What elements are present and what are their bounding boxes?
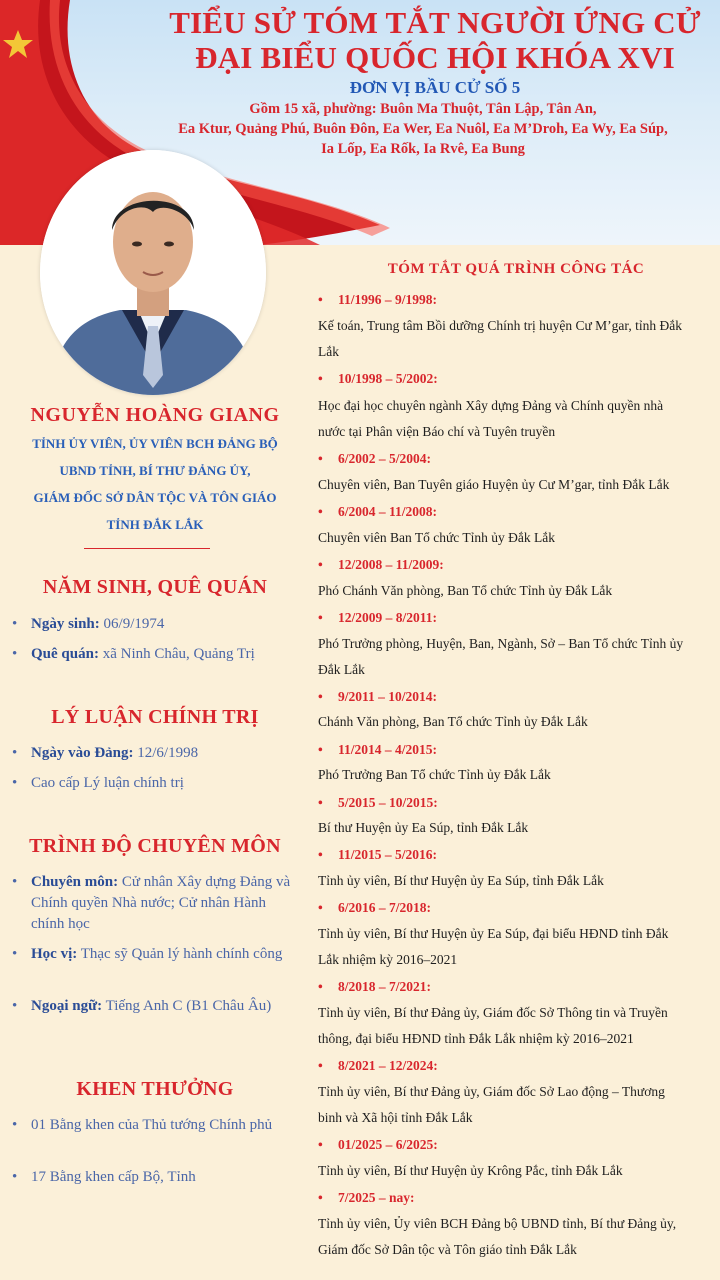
political-level-item [12, 773, 292, 794]
bullet-icon: • [318, 795, 323, 810]
career-job-12: Tỉnh ủy viên, Bí thư Đảng ủy, Giám đốc Sở Thông tin và Truyền thông, đại biểu HĐND tỉnh Đắk Lắk nhiệm kỳ 2016–2021 [318, 1005, 668, 1046]
bullet-icon: • [12, 874, 18, 890]
career-job-2: Học đại học chuyên ngành Xây dựng Đảng và Chính quyền nhà nước tại Phân viện Báo chí và Tuyên truyền [318, 398, 664, 439]
bullet-icon: • [12, 946, 18, 962]
candidate-portrait [40, 150, 266, 395]
unit-description [128, 99, 718, 159]
career-period-4: • 6/2004 – 11/2008: [318, 504, 438, 519]
bullet-icon: • [318, 1058, 323, 1073]
career-period-11: • 6/2016 – 7/2018: [318, 900, 431, 915]
career-job-11: Tỉnh ủy viên, Bí thư Huyện ủy Ea Súp, đại biểu HĐND tỉnh Đắk Lắk nhiệm kỳ 2016–2021 [318, 926, 669, 967]
dob-item [12, 614, 292, 635]
award-item-1 [12, 1115, 292, 1136]
degree-value: Thạc sỹ Quản lý hành chính công [77, 946, 283, 962]
bullet-icon: • [318, 292, 323, 307]
bullet-icon: • [12, 1169, 18, 1185]
bullet-icon: • [318, 742, 323, 757]
major-value: Cử nhân Xây dựng Đảng và Chính quyền Nhà nước; Cử nhân Hành chính học [31, 874, 291, 932]
career-period-14: • 01/2025 – 6/2025: [318, 1137, 438, 1152]
birth-section-title: NĂM SINH, QUÊ QUÁN [42, 576, 268, 598]
bullet-icon: • [318, 689, 323, 704]
bullet-icon: • [318, 557, 323, 572]
language-item [12, 996, 292, 1017]
career-period-15: • 7/2025 – nay: [318, 1190, 415, 1205]
career-period-13: • 8/2021 – 12/2024: [318, 1058, 438, 1073]
bullet-icon: • [12, 646, 18, 662]
degree-item [12, 944, 292, 965]
award-item-2 [12, 1167, 292, 1188]
bullet-icon: • [318, 610, 323, 625]
party-date-item [12, 743, 292, 764]
career-period-3: • 6/2002 – 5/2004: [318, 451, 431, 466]
bullet-icon: • [12, 745, 18, 761]
language-value: Tiếng Anh C (B1 Châu Âu) [102, 998, 272, 1014]
career-period-2: • 10/1998 – 5/2002: [318, 371, 438, 386]
bullet-icon: • [318, 451, 323, 466]
desc-line-3: Ia Lốp, Ea Rốk, Ia Rvê, Ea Bung [321, 141, 525, 157]
politics-section-title: LÝ LUẬN CHÍNH TRỊ [51, 706, 259, 728]
career-job-6: Phó Trưởng phòng, Huyện, Ban, Ngành, Sở – Ban Tổ chức Tỉnh ủy Đắk Lắk [318, 636, 684, 677]
career-period-6: • 12/2009 – 8/2011: [318, 610, 438, 625]
political-level-text: Cao cấp Lý luận chính trị [31, 775, 184, 791]
role-line-4: TỈNH ĐẮK LẮK [106, 517, 204, 532]
major-label: Chuyên môn: [31, 874, 119, 890]
award-text-2: 17 Bằng khen cấp Bộ, Tỉnh [31, 1169, 196, 1185]
dob-value: 06/9/1974 [99, 616, 165, 632]
language-label: Ngoại ngữ: [31, 998, 103, 1014]
career-period-8: • 11/2014 – 4/2015: [318, 742, 438, 757]
awards-section-title: KHEN THƯỞNG [76, 1078, 234, 1100]
bullet-icon: • [318, 847, 323, 862]
degree-label: Học vị: [31, 946, 78, 962]
candidate-role [0, 430, 310, 538]
career-job-3: Chuyên viên, Ban Tuyên giáo Huyện ủy Cư M’gar, tỉnh Đắk Lắk [318, 477, 670, 492]
career-period-1: • 11/1996 – 9/1998: [318, 292, 438, 307]
bullet-icon: • [318, 371, 323, 386]
desc-line-2: Ea Ktur, Quảng Phú, Buôn Đôn, Ea Wer, Ea Nuôl, Ea M’Droh, Ea Wy, Ea Súp, [178, 121, 668, 137]
bullet-icon: • [318, 1137, 323, 1152]
role-line-2: UBND TỈNH, BÍ THƯ ĐẢNG ỦY, [59, 463, 251, 478]
role-line-1: TỈNH ỦY VIÊN, ỦY VIÊN BCH ĐẢNG BỘ [32, 436, 278, 451]
career-period-9: • 5/2015 – 10/2015: [318, 795, 438, 810]
education-section-title: TRÌNH ĐỘ CHUYÊN MÔN [29, 835, 281, 857]
career-period-12: • 8/2018 – 7/2021: [318, 979, 431, 994]
career-period-7: • 9/2011 – 10/2014: [318, 689, 438, 704]
portrait-illustration [40, 150, 266, 395]
party-date-value: 12/6/1998 [133, 745, 199, 761]
career-job-13: Tỉnh ủy viên, Bí thư Đảng ủy, Giám đốc Sở Lao động – Thương binh và Xã hội tỉnh Đắk Lắk [318, 1084, 665, 1125]
career-job-7: Chánh Văn phòng, Ban Tổ chức Tỉnh ủy Đắk Lắk [318, 714, 588, 729]
name-divider [84, 548, 210, 549]
bullet-icon: • [12, 998, 18, 1014]
role-line-3: GIÁM ĐỐC SỞ DÂN TỘC VÀ TÔN GIÁO [33, 490, 277, 505]
career-job-9: Bí thư Huyện ủy Ea Súp, tỉnh Đắk Lắk [318, 820, 529, 835]
career-job-10: Tỉnh ủy viên, Bí thư Huyện ủy Ea Súp, tỉnh Đắk Lắk [318, 873, 604, 888]
award-text-1: 01 Bằng khen của Thủ tướng Chính phủ [31, 1117, 273, 1133]
career-job-1: Kế toán, Trung tâm Bồi dưỡng Chính trị huyện Cư M’gar, tỉnh Đắk Lắk [318, 318, 682, 359]
career-job-8: Phó Trưởng Ban Tổ chức Tỉnh ủy Đắk Lắk [318, 767, 551, 782]
bullet-icon: • [12, 616, 18, 632]
bullet-icon: • [318, 900, 323, 915]
bullet-icon: • [318, 979, 323, 994]
major-item [12, 872, 292, 935]
career-section-title: TÓM TẮT QUÁ TRÌNH CÔNG TÁC [387, 261, 645, 277]
bullet-icon: • [12, 775, 18, 791]
title-line-2: ĐẠI BIỂU QUỐC HỘI KHÓA XVI [195, 40, 675, 75]
bullet-icon: • [318, 504, 323, 519]
candidate-name: NGUYỄN HOÀNG GIANG [30, 404, 280, 426]
career-job-14: Tỉnh ủy viên, Bí thư Huyện ủy Krông Pắc, tỉnh Đắk Lắk [318, 1163, 623, 1178]
dob-label: Ngày sinh: [31, 616, 100, 632]
party-date-label: Ngày vào Đảng: [31, 745, 134, 761]
title-line-1: TIỂU SỬ TÓM TẮT NGƯỜI ỨNG CỬ [169, 5, 701, 40]
career-period-5: • 12/2008 – 11/2009: [318, 557, 444, 572]
career-job-15: Tỉnh ủy viên, Ủy viên BCH Đảng bộ UBND tỉnh, Bí thư Đảng ủy, Giám đốc Sở Dân tộc và Tôn giáo tỉnh Đắk Lắk [318, 1216, 677, 1257]
hometown-label: Quê quán: [31, 646, 99, 662]
bullet-icon: • [318, 1190, 323, 1205]
electoral-unit: ĐƠN VỊ BẦU CỬ SỐ 5 [349, 78, 521, 97]
career-job-5: Phó Chánh Văn phòng, Ban Tổ chức Tỉnh ủy Đắk Lắk [318, 583, 613, 598]
bullet-icon: • [12, 1117, 18, 1133]
career-job-4: Chuyên viên Ban Tổ chức Tỉnh ủy Đắk Lắk [318, 530, 556, 545]
career-period-10: • 11/2015 – 5/2016: [318, 847, 438, 862]
hometown-value: xã Ninh Châu, Quảng Trị [98, 646, 255, 662]
hometown-item [12, 644, 292, 665]
desc-line-1: Gồm 15 xã, phường: Buôn Ma Thuột, Tân Lập, Tân An, [249, 101, 597, 117]
